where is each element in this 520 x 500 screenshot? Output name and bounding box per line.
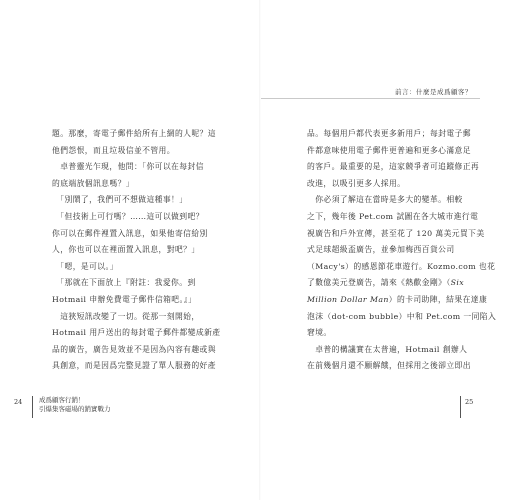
text-line: 他們怨恨，而且垃圾信並不管用。: [52, 145, 175, 155]
right-page: [261, 0, 520, 500]
left-page-footer: [12, 396, 242, 422]
text-line: 式足球超級盃廣告，並參加梅西百貨公司: [307, 245, 455, 255]
running-head-rule: [261, 98, 480, 99]
text-line: 泡沫（dot-com bubble）中和 Pet.com 一同陷入: [307, 311, 497, 321]
book-title-subtitle: 引爆集客磁場的銷實戰力: [39, 405, 111, 413]
text-line: 品的廣告，廣告見效並不是因為內容有趣或與: [52, 344, 216, 354]
text-line: 具創意，而是因爲完整見證了單人服務的好產: [52, 361, 216, 371]
book-title-main: 成爲顧客行銷！: [39, 396, 85, 404]
text-line: 的客戶。最重要的是，這家競爭者可追蹤修正再: [307, 162, 480, 172]
text-line: 你可以在郵件裡置入訊息，如果他寄信給別: [52, 228, 208, 238]
text-line: 你必須了解這在當時是多大的變革。相較: [307, 195, 463, 205]
page-number: 24: [14, 398, 23, 406]
book-title-italic: Six: [450, 278, 465, 288]
text-line: 「嗯，是可以。」: [52, 261, 118, 271]
book-title-italic: Million Dollar Man: [307, 294, 389, 304]
text-line: Hotmail 申辦免費電子郵件信箱吧。』」: [52, 294, 197, 304]
right-page-body: [307, 126, 497, 375]
text-line: 「但技術上可行嗎？……這可以做到吧？: [52, 211, 204, 221]
text-line: 之下，幾年後 Pet.com 試圖在各大城市進行電: [307, 211, 479, 221]
left-page: [0, 0, 259, 500]
text-line: 題。那麼，寄電子郵件給所有上網的人呢？這: [52, 129, 216, 138]
text-line: 這狹短訊改變了一切。從那一刻開始，: [52, 311, 200, 321]
left-page-body: [52, 126, 222, 375]
text-line: 視廣告和戶外宣傳，甚至花了 120 萬美元買下美: [307, 228, 485, 238]
page-number: 25: [465, 398, 474, 406]
text-line: 卓普的構議實在太普遍，Hotmail 創辦人: [307, 344, 468, 354]
book-title: [39, 396, 111, 414]
footer-divider: [460, 396, 461, 418]
text-line: （Macy's）的感恩節花車遊行。Kozmo.com 也花: [307, 261, 496, 271]
text-line: 件都意味使用電子郵件更普遍和更多心滿意足: [307, 145, 471, 155]
text-line: 「別鬧了，我們可不想做這種事！」: [52, 195, 188, 205]
text-line: 「那就在下面放上『附註：我愛你。到: [52, 278, 196, 288]
text-line: 品。每個用戶都代表更多新用戶；每封電子郵: [307, 129, 471, 138]
text-line: 的底端放個訊息嗎？」: [52, 178, 134, 188]
text-line: 在前幾個月還不願解餓，但採用之後卻立即出: [307, 361, 471, 371]
text-line: Million Dollar Man）的卡司助陣，結果在達康: [307, 294, 488, 304]
footer-divider: [32, 396, 33, 418]
text-line: 改進，以吸引更多人採用。: [307, 178, 406, 188]
text-line: 卓普靈光乍現，他問：「你可以在每封信: [52, 162, 204, 172]
text-line: 窘境。: [307, 328, 332, 338]
text-line: 人，你也可以在裡面置入訊息，對吧？」: [52, 245, 200, 255]
text-line: 了數億美元登廣告，請來《熱歡金剛》（Six: [307, 278, 465, 288]
running-head: 前言：什麼是成爲顧客？: [395, 88, 472, 96]
text-line: Hotmail 用戶送出的每封電子郵件都變成新產: [52, 328, 221, 338]
right-page-footer: [460, 396, 490, 422]
